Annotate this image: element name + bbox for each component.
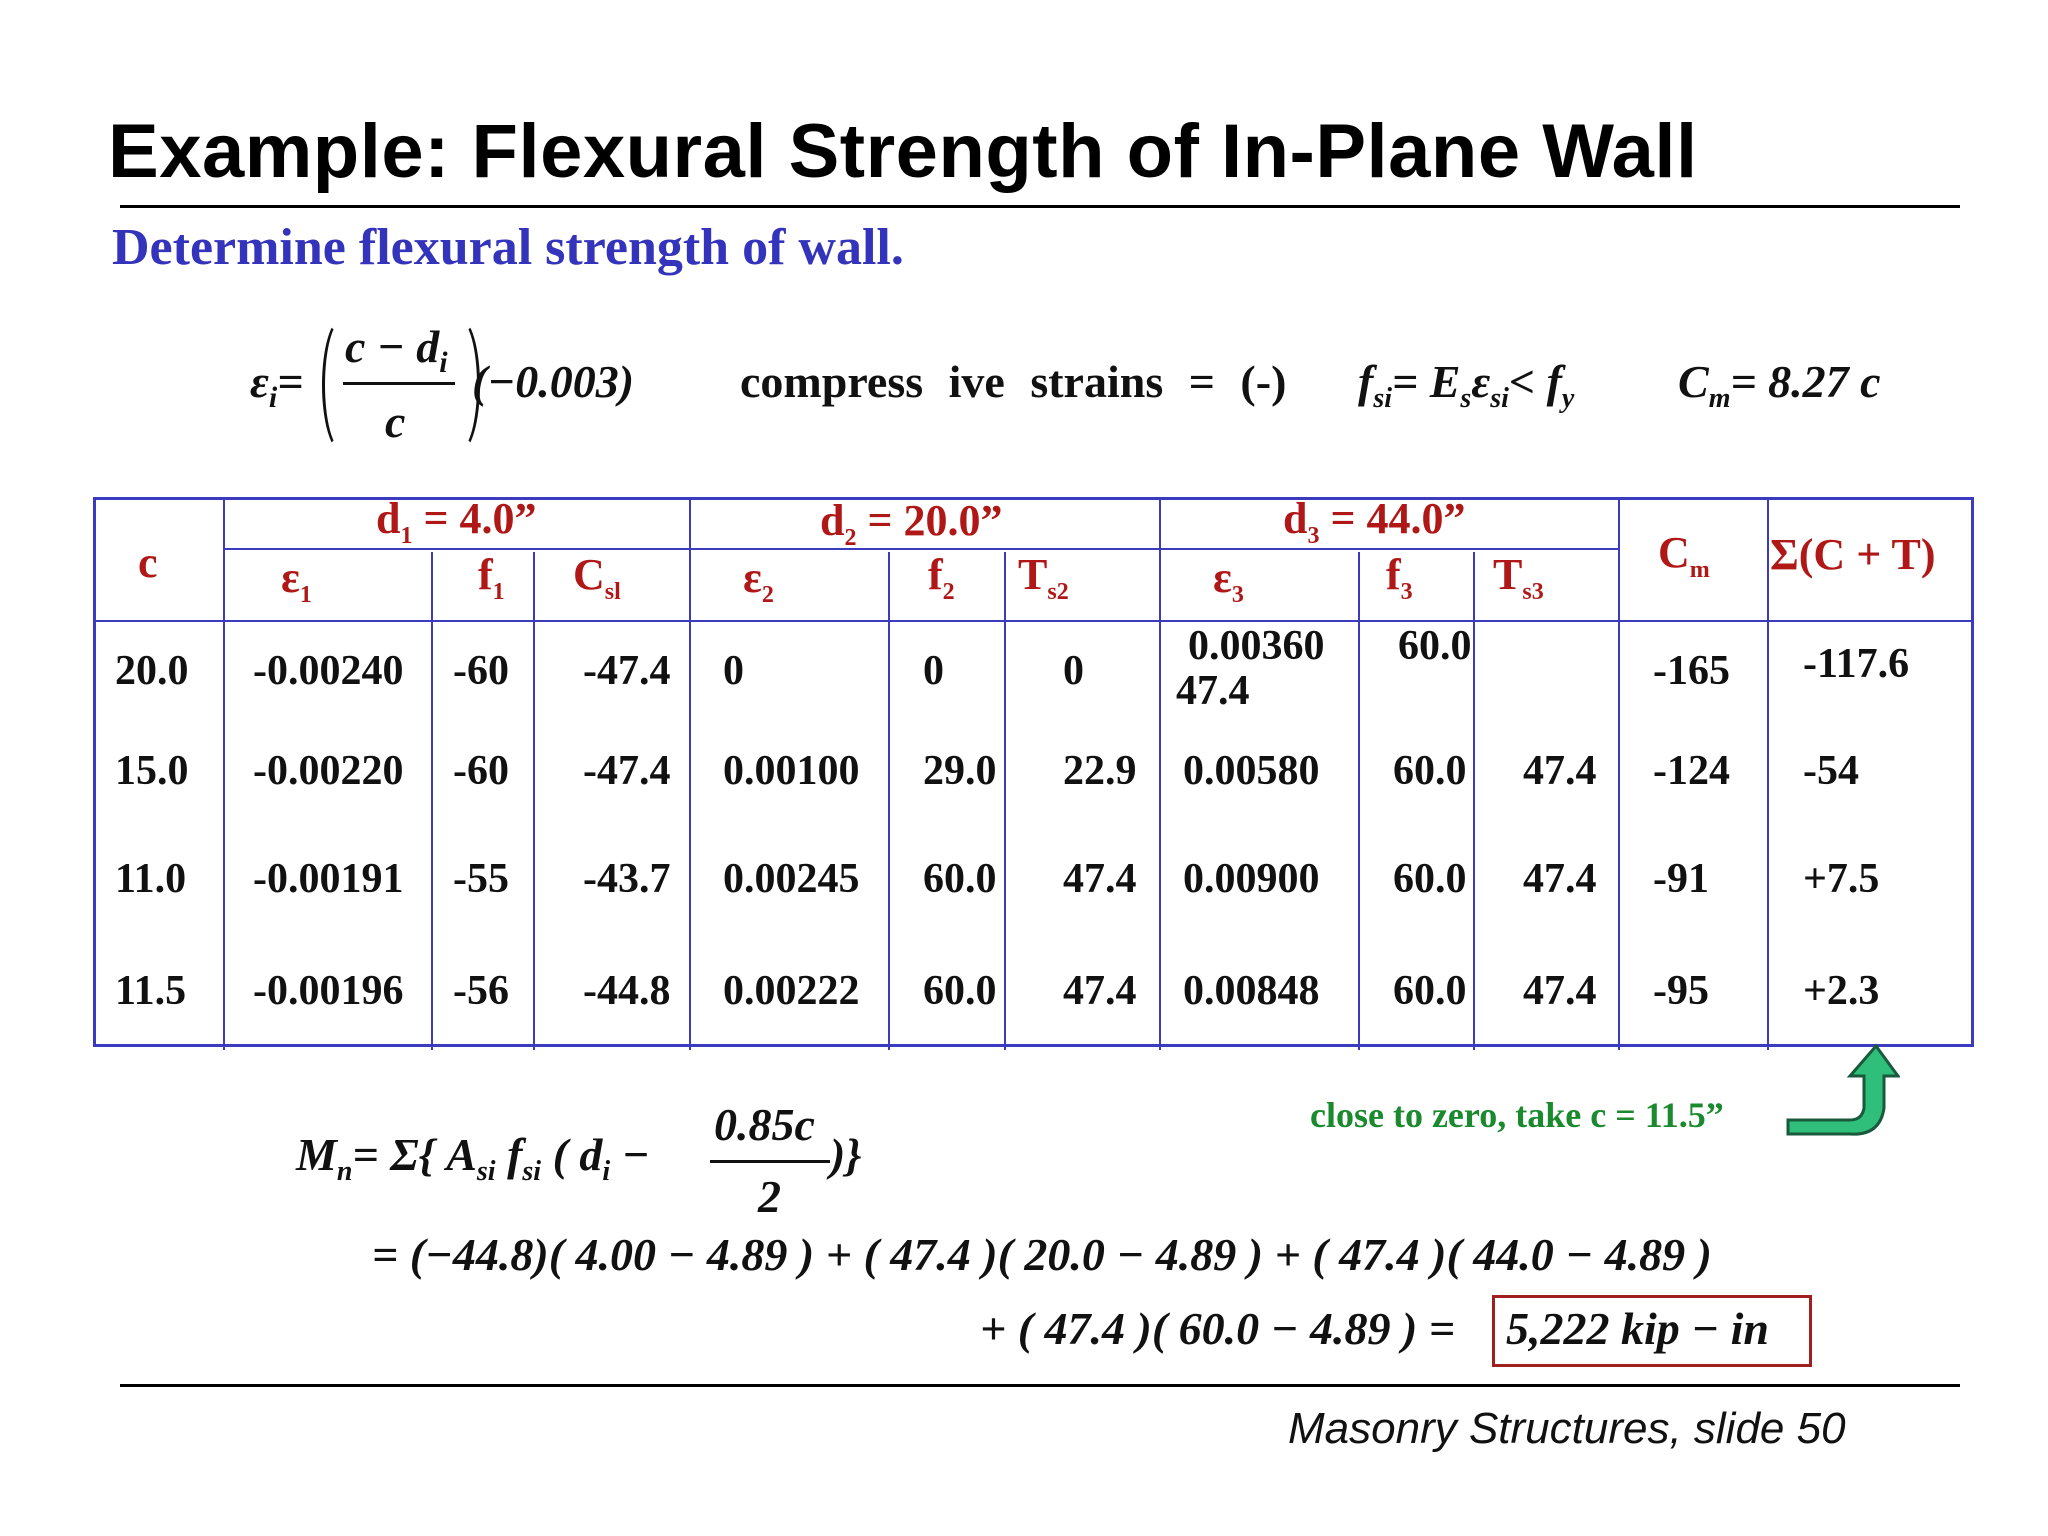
mn-sub: n [336, 1156, 353, 1188]
cm-rest: = 8.27 c [1730, 356, 1881, 407]
eps2-sub: 2 [761, 581, 774, 608]
asi-sub: si [476, 1156, 496, 1188]
hdr-d3 [1283, 493, 1466, 550]
table-cell-cm: -95 [1653, 968, 1709, 1014]
table-cell-ts2: 47.4 [1063, 968, 1137, 1014]
hdr-f2 [928, 549, 955, 606]
table-cell-eps3: 0.00360 [1188, 623, 1325, 669]
col-divider [1767, 500, 1769, 1050]
hdr-f3 [1386, 549, 1413, 606]
f: f [495, 1129, 523, 1180]
moment-result: 5,222 kip − in [1506, 1303, 1770, 1354]
moment-frac-den: 2 [758, 1171, 781, 1222]
table-cell-cm: -124 [1653, 748, 1730, 794]
table-cell-c: 20.0 [115, 648, 189, 694]
d1-sub: 1 [400, 522, 413, 549]
conclusion-note: close to zero, take c = 11.5” [1310, 1095, 1724, 1135]
minus: − [610, 1129, 650, 1180]
fraction-bar [343, 382, 455, 385]
d3-d: d [1283, 494, 1308, 543]
slide-subtitle: Determine flexural strength of wall. [112, 219, 904, 276]
table-cell-csl: -43.7 [583, 856, 671, 902]
table-cell-eps1: -0.00220 [253, 748, 404, 794]
d2-d: d [820, 496, 845, 545]
cm-sub: m [1708, 383, 1731, 415]
d1-d: d [376, 494, 401, 543]
slide-footer: Masonry Structures, slide 50 [1288, 1404, 1846, 1453]
hdr-eps1 [281, 552, 312, 609]
csl: C [573, 550, 605, 599]
curved-arrow-icon [1780, 1038, 1900, 1138]
fsi-sub: si [522, 1156, 542, 1188]
d1-val: = 4.0” [412, 494, 537, 543]
csl-sub: sl [604, 578, 621, 605]
table-cell-cm: -165 [1653, 648, 1730, 694]
eps2: ε [1471, 356, 1491, 407]
f1-sub: 1 [492, 578, 505, 605]
table-cell-ts3: 47.4 [1523, 968, 1597, 1014]
table-cell-f2: 29.0 [923, 748, 997, 794]
d3-val: = 44.0” [1319, 494, 1466, 543]
di-sub: i [602, 1156, 611, 1188]
table-cell-ts2: 0 [1063, 648, 1084, 694]
eps2: ε [743, 553, 762, 602]
hdr-d1 [376, 493, 537, 550]
table-cell-sum: +7.5 [1803, 856, 1880, 902]
eq-part1: = Σ{ A [352, 1129, 477, 1180]
table-cell-ts3: 47.4 [1523, 748, 1597, 794]
table-cell-f3: 60.0 [1393, 748, 1467, 794]
table-cell-f1: -56 [453, 968, 509, 1014]
table-cell-ts3: 47.4 [1523, 856, 1597, 902]
table-cell-f3: 60.0 [1393, 968, 1467, 1014]
table-cell-eps2: 0.00245 [723, 856, 860, 902]
f-sub: si [1373, 383, 1393, 415]
table-cell-cm: -91 [1653, 856, 1709, 902]
f-symbol: f [1358, 356, 1374, 407]
slide-title: Example: Flexural Strength of In-Plane Wall [108, 109, 1698, 194]
hdr-sum: Σ(C + T) [1770, 530, 1936, 579]
table-cell-ts3: 47.4 [1176, 668, 1250, 714]
cm-sub: m [1689, 556, 1710, 583]
eps1-sub: 1 [299, 581, 312, 608]
num-sub: i [439, 346, 448, 380]
hdr-ts2 [1018, 549, 1069, 606]
table-cell-c: 11.0 [115, 856, 187, 902]
table-cell-eps1: -0.00196 [253, 968, 404, 1014]
table-cell-eps1: -0.00191 [253, 856, 404, 902]
moment-close: )} [830, 1129, 862, 1180]
f1: f [478, 550, 493, 599]
moment-frac-num: 0.85c [714, 1099, 815, 1150]
hdr-eps2 [743, 552, 774, 609]
f3-sub: 3 [1400, 578, 1413, 605]
eq-es: = E [1392, 356, 1461, 407]
col-divider [223, 500, 225, 1050]
table-cell-csl: -44.8 [583, 968, 671, 1014]
table-cell-f1: -55 [453, 856, 509, 902]
eq-sign: = [277, 356, 304, 407]
row-divider [96, 620, 1974, 622]
col-divider [431, 552, 433, 1050]
table-cell-c: 11.5 [115, 968, 187, 1014]
lt-fy: < f [1508, 356, 1562, 407]
table-cell-f2: 0 [923, 648, 944, 694]
ts3: T [1493, 550, 1523, 599]
hdr-f1 [478, 549, 505, 606]
table-cell-eps2: 0.00100 [723, 748, 860, 794]
table-cell-eps3: 0.00848 [1183, 968, 1320, 1014]
table-cell-f2: 60.0 [923, 856, 997, 902]
strain-factor: (−0.003) [472, 356, 635, 407]
fy-sub: y [1561, 383, 1575, 415]
hdr-c: c [138, 538, 158, 587]
table-cell-eps2: 0.00222 [723, 968, 860, 1014]
table-cell-c: 15.0 [115, 748, 189, 794]
table-cell-sum: +2.3 [1803, 968, 1880, 1014]
eps2-sub: si [1490, 383, 1509, 415]
col-divider [1004, 552, 1006, 1050]
fraction-numerator [345, 320, 448, 380]
col-divider [1473, 552, 1475, 1050]
table-cell-csl: -47.4 [583, 748, 671, 794]
moment-line-3: + ( 47.4 )( 60.0 − 4.89 ) = [980, 1303, 1456, 1354]
table-cell-ts2: 22.9 [1063, 748, 1137, 794]
ts3-sub: s3 [1522, 578, 1544, 605]
eps-sub: i [268, 381, 278, 415]
hdr-ts3 [1493, 549, 1544, 606]
d3-sub: 3 [1307, 522, 1320, 549]
cm-c: C [1678, 356, 1709, 407]
fraction-denominator: c [385, 396, 406, 447]
title-divider [120, 205, 1960, 208]
col-divider [1358, 552, 1360, 1050]
moment-frac-bar [710, 1160, 830, 1163]
mn: M [296, 1129, 337, 1180]
compressive-text: compress ive strains = (-) [740, 356, 1287, 407]
d2-val: = 20.0” [856, 496, 1003, 545]
col-divider [1159, 500, 1161, 1050]
eps1: ε [281, 553, 300, 602]
hdr-cm [1658, 527, 1710, 584]
es-sub: s [1460, 383, 1472, 415]
ts2: T [1018, 550, 1048, 599]
hdr-eps3 [1213, 552, 1244, 609]
moment-equation [296, 1128, 650, 1188]
table-cell-sum: -54 [1803, 748, 1859, 794]
table-cell-f3: 60.0 [1393, 856, 1467, 902]
eps3-sub: 3 [1231, 581, 1244, 608]
col-divider [1618, 500, 1620, 1050]
table-cell-sum: -117.6 [1803, 641, 1910, 687]
num-text: c − d [345, 321, 440, 372]
moment-line-2: = (−44.8)( 4.00 − 4.89 ) + ( 47.4 )( 20.0 − 4.89 ) + ( 47.4 )( 44.0 − 4.89 ) [372, 1229, 1712, 1280]
cm: C [1658, 528, 1690, 577]
footer-divider [120, 1384, 1960, 1387]
strain-formula [250, 355, 303, 415]
f2-sub: 2 [942, 578, 955, 605]
hdr-csl [573, 549, 621, 606]
f3: f [1386, 550, 1401, 599]
eps-symbol: ε [250, 356, 269, 407]
eps3: ε [1213, 553, 1232, 602]
col-divider [533, 552, 535, 1050]
col-divider [689, 500, 691, 1050]
table-cell-eps3: 0.00900 [1183, 856, 1320, 902]
table-cell-csl: -47.4 [583, 648, 671, 694]
paren: ( d [541, 1129, 603, 1180]
table-cell-f3: 60.0 [1398, 623, 1472, 669]
table-cell-f1: -60 [453, 648, 509, 694]
table-cell-eps1: -0.00240 [253, 648, 404, 694]
cm-formula [1678, 355, 1881, 415]
hdr-d2 [820, 495, 1003, 552]
d2-sub: 2 [844, 524, 857, 551]
col-divider [888, 552, 890, 1050]
table-cell-f2: 60.0 [923, 968, 997, 1014]
table-cell-ts2: 47.4 [1063, 856, 1137, 902]
table-cell-f1: -60 [453, 748, 509, 794]
ts2-sub: s2 [1047, 578, 1069, 605]
table-cell-eps2: 0 [723, 648, 744, 694]
f2: f [928, 550, 943, 599]
stress-formula [1358, 355, 1574, 415]
table-cell-eps3: 0.00580 [1183, 748, 1320, 794]
